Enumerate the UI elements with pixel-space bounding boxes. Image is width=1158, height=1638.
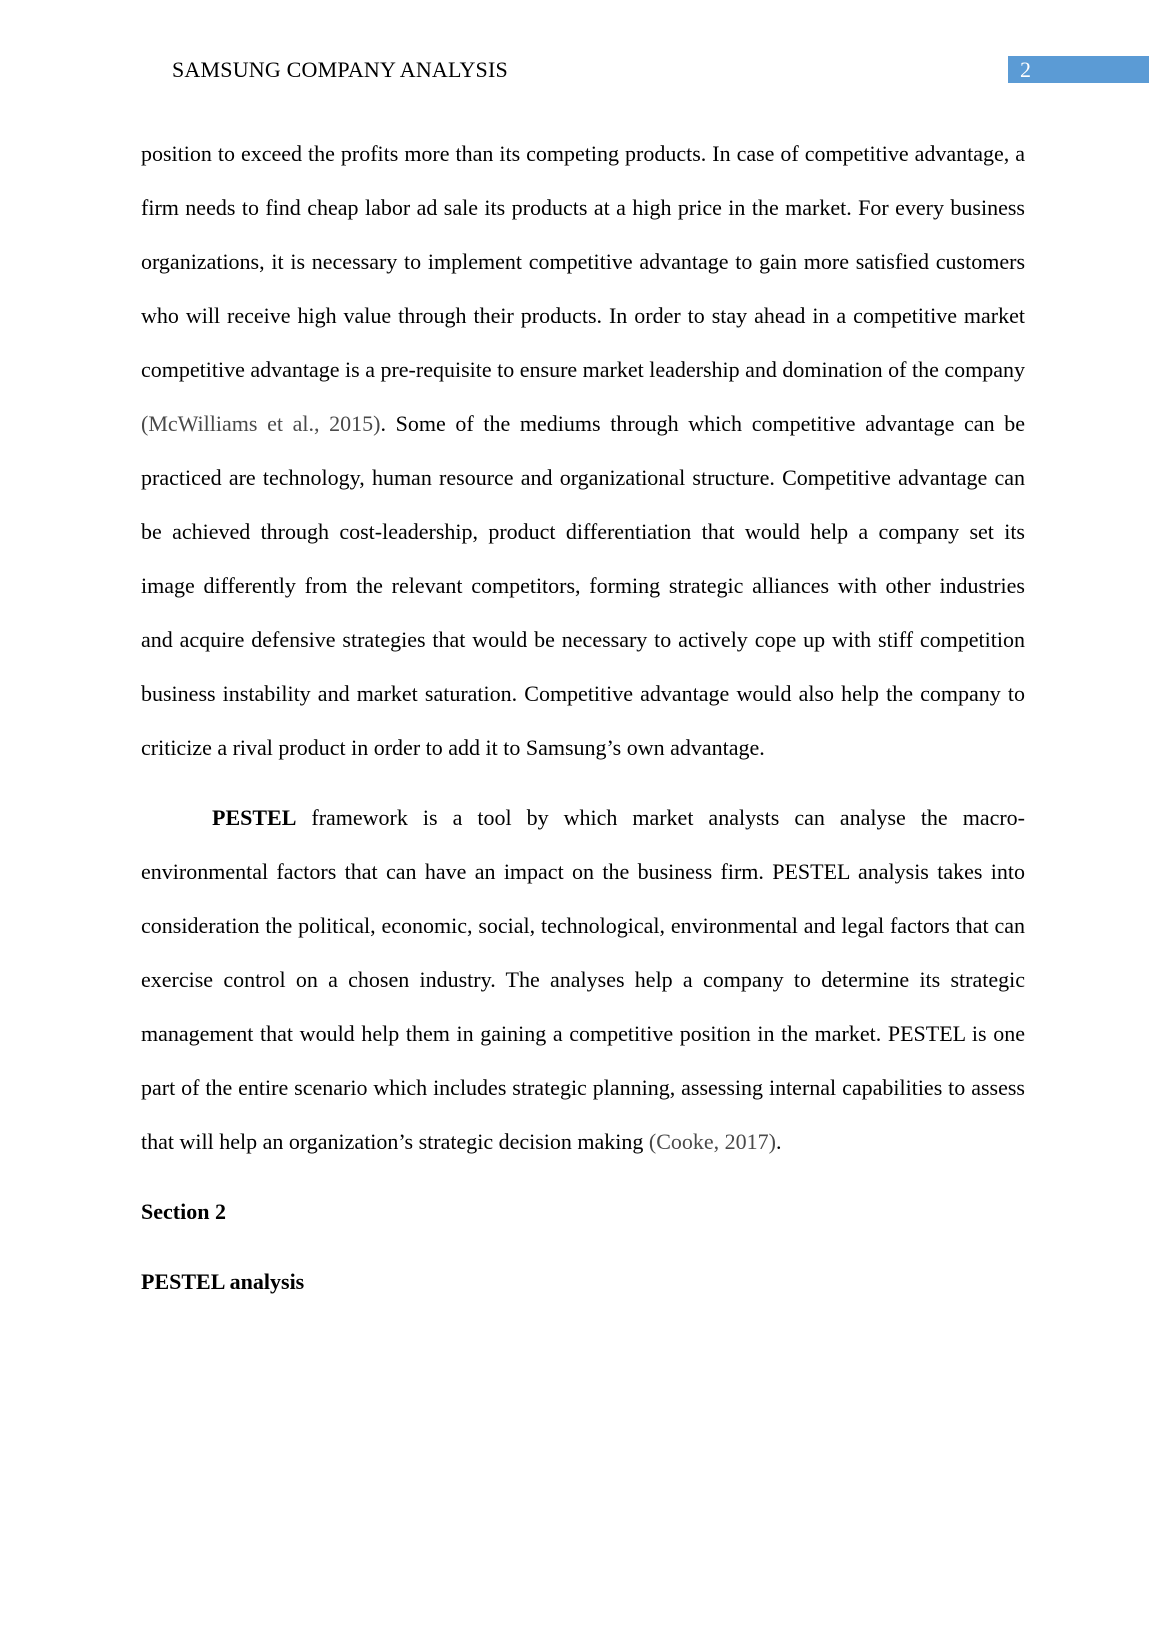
paragraph-competitive-advantage <box>141 127 1025 775</box>
subsection-heading: PESTEL analysis <box>141 1269 305 1294</box>
document-body <box>141 127 1025 1309</box>
bold-term: PESTEL <box>212 805 297 830</box>
running-head: SAMSUNG COMPANY ANALYSIS <box>172 57 508 82</box>
citation: (McWilliams et al., 2015) <box>141 411 381 436</box>
paragraph-pestel-framework <box>141 791 1025 1169</box>
section-heading: Section 2 <box>141 1199 226 1224</box>
page-number: 2 <box>1008 56 1149 83</box>
paragraph-text: position to exceed the profits more than its competing products. In case of competitive advantage, a firm needs to find cheap labor ad sale its products at a high price in the market. For every business organizations, it is necessary to implement competitive advantage to gain more satisfied customers who will receive high value through their products. In order to stay ahead in a competitive market competitive advantage is a pre-requisite to ensure market leadership and domination of the company <box>141 141 1025 382</box>
citation: (Cooke, 2017) <box>648 1129 777 1154</box>
paragraph-text: framework is a tool by which market analysts can analyse the macro-environmental factors that can have an impact on the business firm. PESTEL analysis takes into consideration the political, economic, social, technological, environmental and legal factors that can exercise control on a chosen industry. The analyses help a company to determine its strategic management that would help them in gaining a competitive position in the market. PESTEL is one part of the entire scenario which includes strategic planning, assessing internal capabilities to assess that will help an organization’s strategic decision making <box>141 805 1025 1154</box>
paragraph-text: . Some of the mediums through which competitive advantage can be practiced are technology, human resource and organizational structure. Competitive advantage can be achieved through cost-leadership, product differentiation that would help a company set its image differently from the relevant competitors, forming strategic alliances with other industries and acquire defensive strategies that would be necessary to actively cope up with stiff competition business instability and market saturation. Competitive advantage would also help the company to criticize a rival product in order to add it to Samsung’s own advantage. <box>141 411 1025 760</box>
paragraph-text: . <box>776 1129 782 1154</box>
